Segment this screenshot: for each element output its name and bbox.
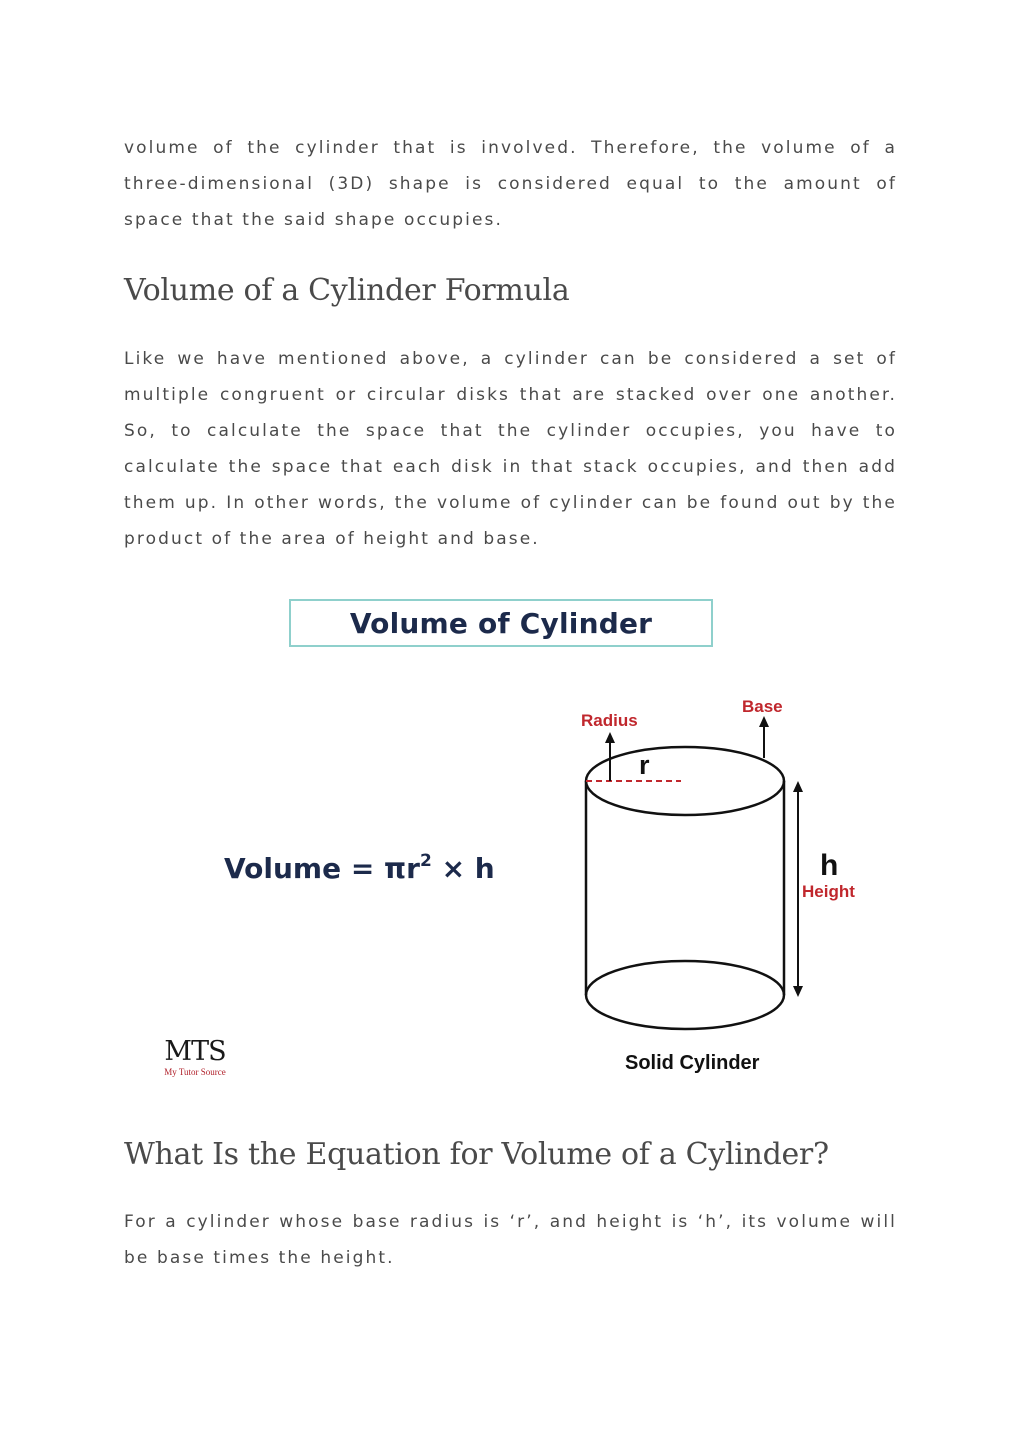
formula-lhs: Volume = πr [224, 852, 420, 885]
height-arrow-head-bottom [793, 986, 803, 997]
cylinder-bottom-ellipse [586, 961, 784, 1029]
height-symbol: h [820, 849, 839, 882]
section-heading-equation: What Is the Equation for Volume of a Cylinder? [124, 1137, 829, 1172]
formula-rhs: × h [431, 852, 495, 885]
cylinder-diagram [140, 590, 900, 1100]
cylinder-top-ellipse [586, 747, 784, 815]
height-arrow-head-top [793, 781, 803, 792]
figure-title: Volume of Cylinder [349, 606, 653, 640]
base-label: Base [742, 697, 783, 716]
solid-cylinder-caption: Solid Cylinder [625, 1052, 760, 1074]
equation-paragraph: For a cylinder whose base radius is ‘r’, and height is ‘h’, its volume will be base times the height. [124, 1212, 897, 1268]
radius-label: Radius [581, 711, 638, 730]
mts-logo [155, 1037, 235, 1079]
section-heading-formula: Volume of a Cylinder Formula [124, 273, 570, 308]
intro-paragraph: volume of the cylinder that is involved. Therefore, the volume of a three-dimensional (3D) shape is considered equal to the amount of space that the said shape occupies. [124, 138, 897, 230]
logo-tagline: My Tutor Source [164, 1067, 226, 1077]
formula-paragraph: Like we have mentioned above, a cylinder can be considered a set of multiple congruent or circular disks that are stacked over one another. So, to calculate the space that the cylinder occupies, you have to calculate the space that each disk in that stack occupies, and then add them up. In other words, the volume of cylinder can be found out by the product of the area of height and base. [124, 349, 897, 549]
radius-arrow-head [605, 732, 615, 743]
base-arrow-head [759, 716, 769, 727]
cylinder-volume-figure [140, 590, 900, 1100]
height-label: Height [802, 882, 855, 901]
logo-letters: MTS [164, 1036, 226, 1067]
radius-symbol: r [639, 750, 650, 780]
formula-exponent: 2 [420, 851, 432, 871]
